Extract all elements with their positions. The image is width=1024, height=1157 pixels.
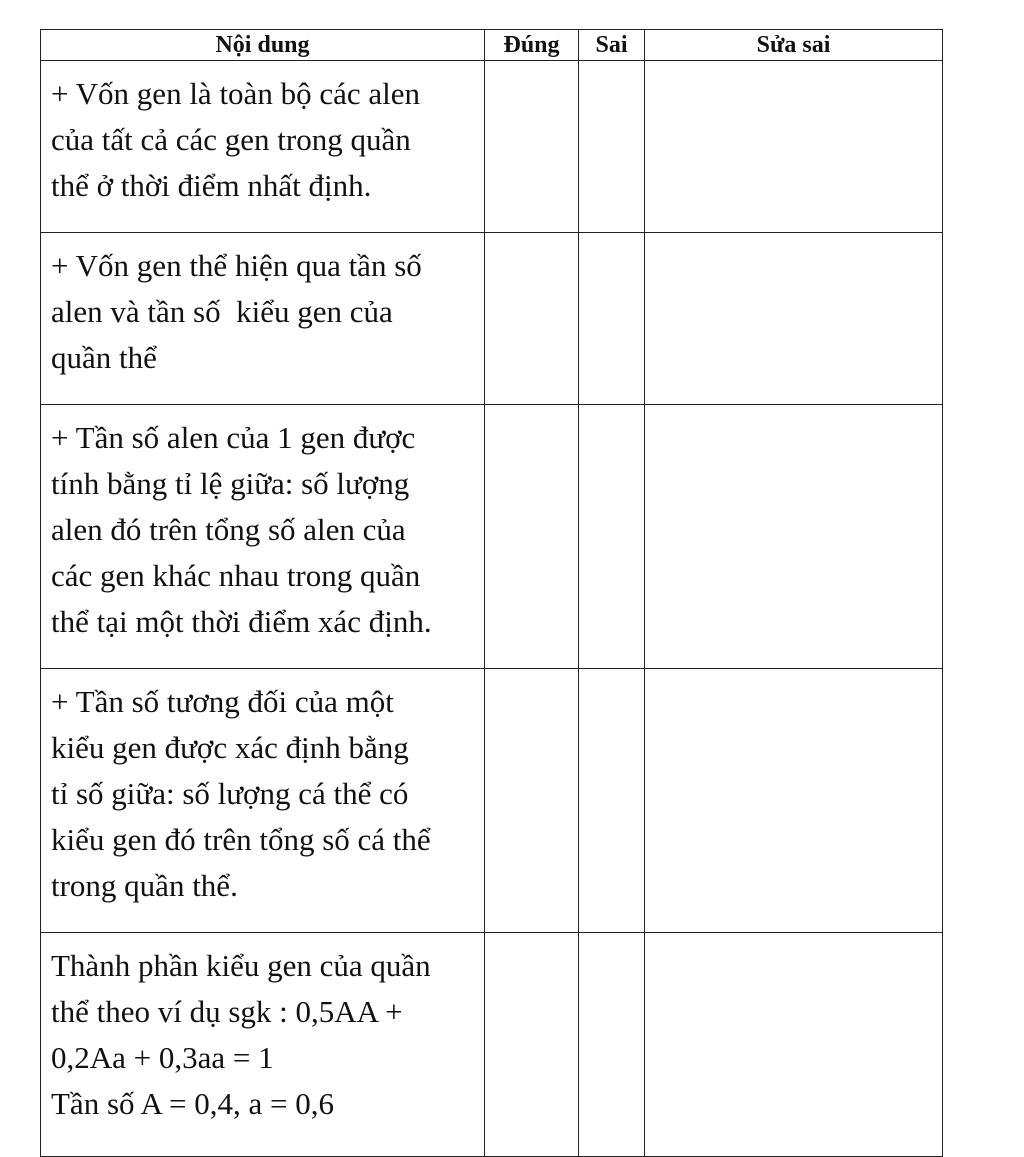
header-correction: Sửa sai	[645, 30, 943, 61]
table-header-row	[41, 30, 943, 61]
true-answer-cell[interactable]	[485, 669, 579, 933]
table-row	[41, 933, 943, 1157]
correction-cell[interactable]	[645, 933, 943, 1157]
false-answer-cell[interactable]	[579, 669, 645, 933]
false-answer-cell[interactable]	[579, 405, 645, 669]
header-content: Nội dung	[41, 30, 485, 61]
false-answer-cell[interactable]	[579, 233, 645, 405]
correction-cell[interactable]	[645, 61, 943, 233]
table-row	[41, 669, 943, 933]
true-answer-cell[interactable]	[485, 61, 579, 233]
statement-cell: + Vốn gen là toàn bộ các alen của tất cả các gen trong quần thể ở thời điểm nhất định.	[41, 61, 485, 233]
statement-cell: + Tần số tương đối của một kiểu gen được xác định bằng tỉ số giữa: số lượng cá thể có kiểu gen đó trên tổng số cá thể trong quần thể.	[41, 669, 485, 933]
table-row	[41, 233, 943, 405]
true-answer-cell[interactable]	[485, 233, 579, 405]
correction-cell[interactable]	[645, 405, 943, 669]
true-false-table	[40, 29, 943, 1157]
false-answer-cell[interactable]	[579, 933, 645, 1157]
statement-cell: Thành phần kiểu gen của quần thể theo ví dụ sgk : 0,5AA + 0,2Aa + 0,3aa = 1 Tần số A = 0,4, a = 0,6	[41, 933, 485, 1157]
statement-cell: + Vốn gen thể hiện qua tần số alen và tần số kiểu gen của quần thể	[41, 233, 485, 405]
statement-cell: + Tần số alen của 1 gen được tính bằng tỉ lệ giữa: số lượng alen đó trên tổng số alen của các gen khác nhau trong quần thể tại một thời điểm xác định.	[41, 405, 485, 669]
header-false: Sai	[579, 30, 645, 61]
true-answer-cell[interactable]	[485, 933, 579, 1157]
correction-cell[interactable]	[645, 233, 943, 405]
false-answer-cell[interactable]	[579, 61, 645, 233]
header-true: Đúng	[485, 30, 579, 61]
table-row	[41, 61, 943, 233]
table-row	[41, 405, 943, 669]
true-answer-cell[interactable]	[485, 405, 579, 669]
cropped-header-fragment	[610, 0, 700, 4]
correction-cell[interactable]	[645, 669, 943, 933]
